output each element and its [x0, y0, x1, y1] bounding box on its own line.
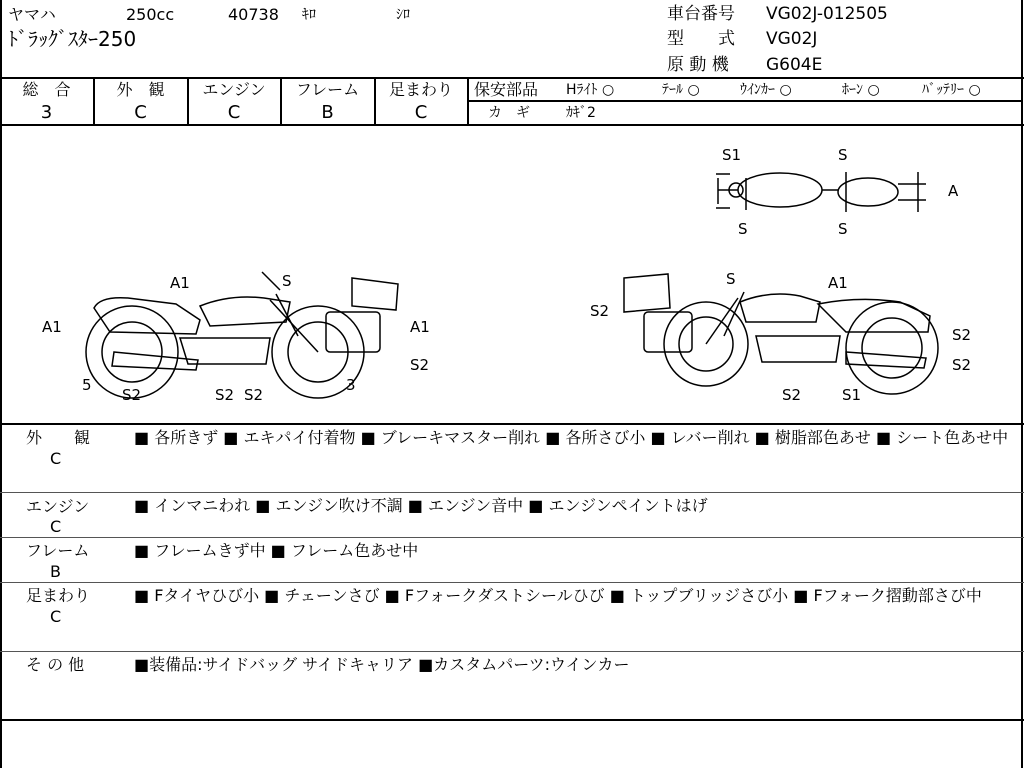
diagram-labels [42, 146, 971, 404]
grade-label-exterior: 外 観 [116, 80, 165, 99]
grade-value-frame: B [321, 102, 334, 123]
details-divider-3 [0, 582, 1024, 583]
bike-top-view [716, 172, 926, 212]
left-label-3: 3 [346, 376, 356, 394]
detail-grade-engine: C [50, 517, 62, 536]
right-border [1021, 0, 1023, 768]
right-label-s2-left: S2 [590, 302, 610, 320]
left-label-s2-b: S2 [215, 386, 235, 404]
grade-value-overall: 3 [40, 102, 53, 123]
grade-label-suspension: 足まわり [388, 80, 453, 99]
left-label-a1-top: A1 [170, 274, 190, 292]
key-label: カ ギ [488, 105, 530, 121]
detail-text-engine: ■ インマニわれ ■ エンジン吹け不調 ■ エンジン音中 ■ エンジンペイントはげ [134, 496, 708, 515]
left-label-5: 5 [82, 376, 92, 394]
detail-label-exterior: 外 観 [26, 428, 91, 447]
right-label-s2-bottom: S2 [782, 386, 802, 404]
detail-label-other: そ の 他 [26, 655, 85, 674]
details-divider-4 [0, 651, 1024, 652]
right-label-s1: S1 [842, 386, 862, 404]
top-label-s-lower-right: S [838, 220, 848, 238]
detail-label-frame: フレーム [26, 541, 90, 560]
safety-label: 保安部品 [474, 80, 539, 99]
left-label-a1-left: A1 [42, 318, 62, 336]
top-label-s-lower-left: S [738, 220, 748, 238]
detail-text-suspension: ■ Fタイヤひび小 ■ チェーンさび ■ Fフォークダストシールひび ■ トップブリッジさび小 ■ Fフォーク摺動部さび中 [134, 586, 982, 605]
right-label-a1: A1 [828, 274, 848, 292]
left-label-s2-d: S2 [410, 356, 430, 374]
detail-label-engine: エンジン [26, 497, 90, 516]
engine-label: 原 動 機 [667, 55, 729, 75]
grades-top-line [0, 77, 1024, 79]
detail-grade-suspension: C [50, 607, 62, 626]
details-top-line [0, 423, 1024, 425]
grade-value-engine: C [227, 102, 241, 123]
type-value: VG02J [766, 29, 818, 49]
type-label: 型 式 [667, 29, 735, 49]
top-label-s1: S1 [722, 146, 742, 164]
details-bottom-line [0, 719, 1024, 721]
safety-mid-line [468, 100, 1022, 102]
top-label-a: A [948, 182, 959, 200]
details-divider-1 [0, 492, 1024, 493]
displacement: 250cc [126, 5, 175, 24]
left-label-s2-c: S2 [244, 386, 264, 404]
key-value: ｶｷﾞ2 [566, 105, 596, 121]
chassis-label: 車台番号 [667, 4, 735, 24]
detail-text-exterior: ■ 各所きず ■ エキパイ付着物 ■ ブレーキマスター削れ ■ 各所さび小 ■ レバー削れ ■ 樹脂部色あせ ■ シート色あせ中 [134, 428, 1009, 447]
safety-winker: ｳｲﾝｶｰ ○ [740, 82, 792, 98]
grade-value-exterior: C [134, 102, 147, 123]
maker: ヤマハ [8, 5, 56, 24]
grade-label-overall: 総 合 [22, 80, 71, 99]
safety-battery: ﾊﾞｯﾃﾘｰ ○ [922, 82, 981, 98]
damage-diagram [0, 126, 1020, 424]
right-label-s: S [726, 270, 736, 288]
detail-grade-exterior: C [50, 449, 62, 468]
grade-value-suspension: C [414, 102, 428, 123]
left-label-s: S [282, 272, 292, 290]
right-label-s2-right-bottom: S2 [952, 356, 972, 374]
chassis-value: VG02J-012505 [766, 4, 888, 24]
detail-label-suspension: 足まわり [26, 586, 91, 605]
detail-grade-frame: B [50, 562, 61, 581]
details-divider-2 [0, 537, 1024, 538]
top-label-s-upper: S [838, 146, 848, 164]
engine-value: G604E [766, 55, 823, 75]
left-label-a1-right: A1 [410, 318, 430, 336]
safety-headlight: Hﾗｲﾄ ○ [566, 82, 615, 98]
left-label-s2-a: S2 [122, 386, 142, 404]
mileage: 40738 [228, 5, 279, 24]
grade-label-engine: エンジン [202, 80, 266, 99]
bike-right-view [624, 274, 938, 394]
color: ｼﾛ [396, 7, 410, 23]
model-name: ﾄﾞﾗｯｸﾞｽﾀｰ250 [8, 27, 137, 51]
detail-text-other: ■装備品:サイドバッグ サイドキャリア ■カスタムパーツ:ウインカー [134, 655, 630, 674]
safety-tail: ﾃｰﾙ ○ [662, 82, 700, 98]
right-label-s2-right-top: S2 [952, 326, 972, 344]
mileage-unit: ｷﾛ [302, 7, 316, 23]
safety-horn: ﾎｰﾝ ○ [842, 82, 880, 98]
grade-divider-5 [467, 77, 469, 125]
grade-label-frame: フレーム [295, 80, 360, 99]
detail-text-frame: ■ フレームきず中 ■ フレーム色あせ中 [134, 541, 419, 560]
